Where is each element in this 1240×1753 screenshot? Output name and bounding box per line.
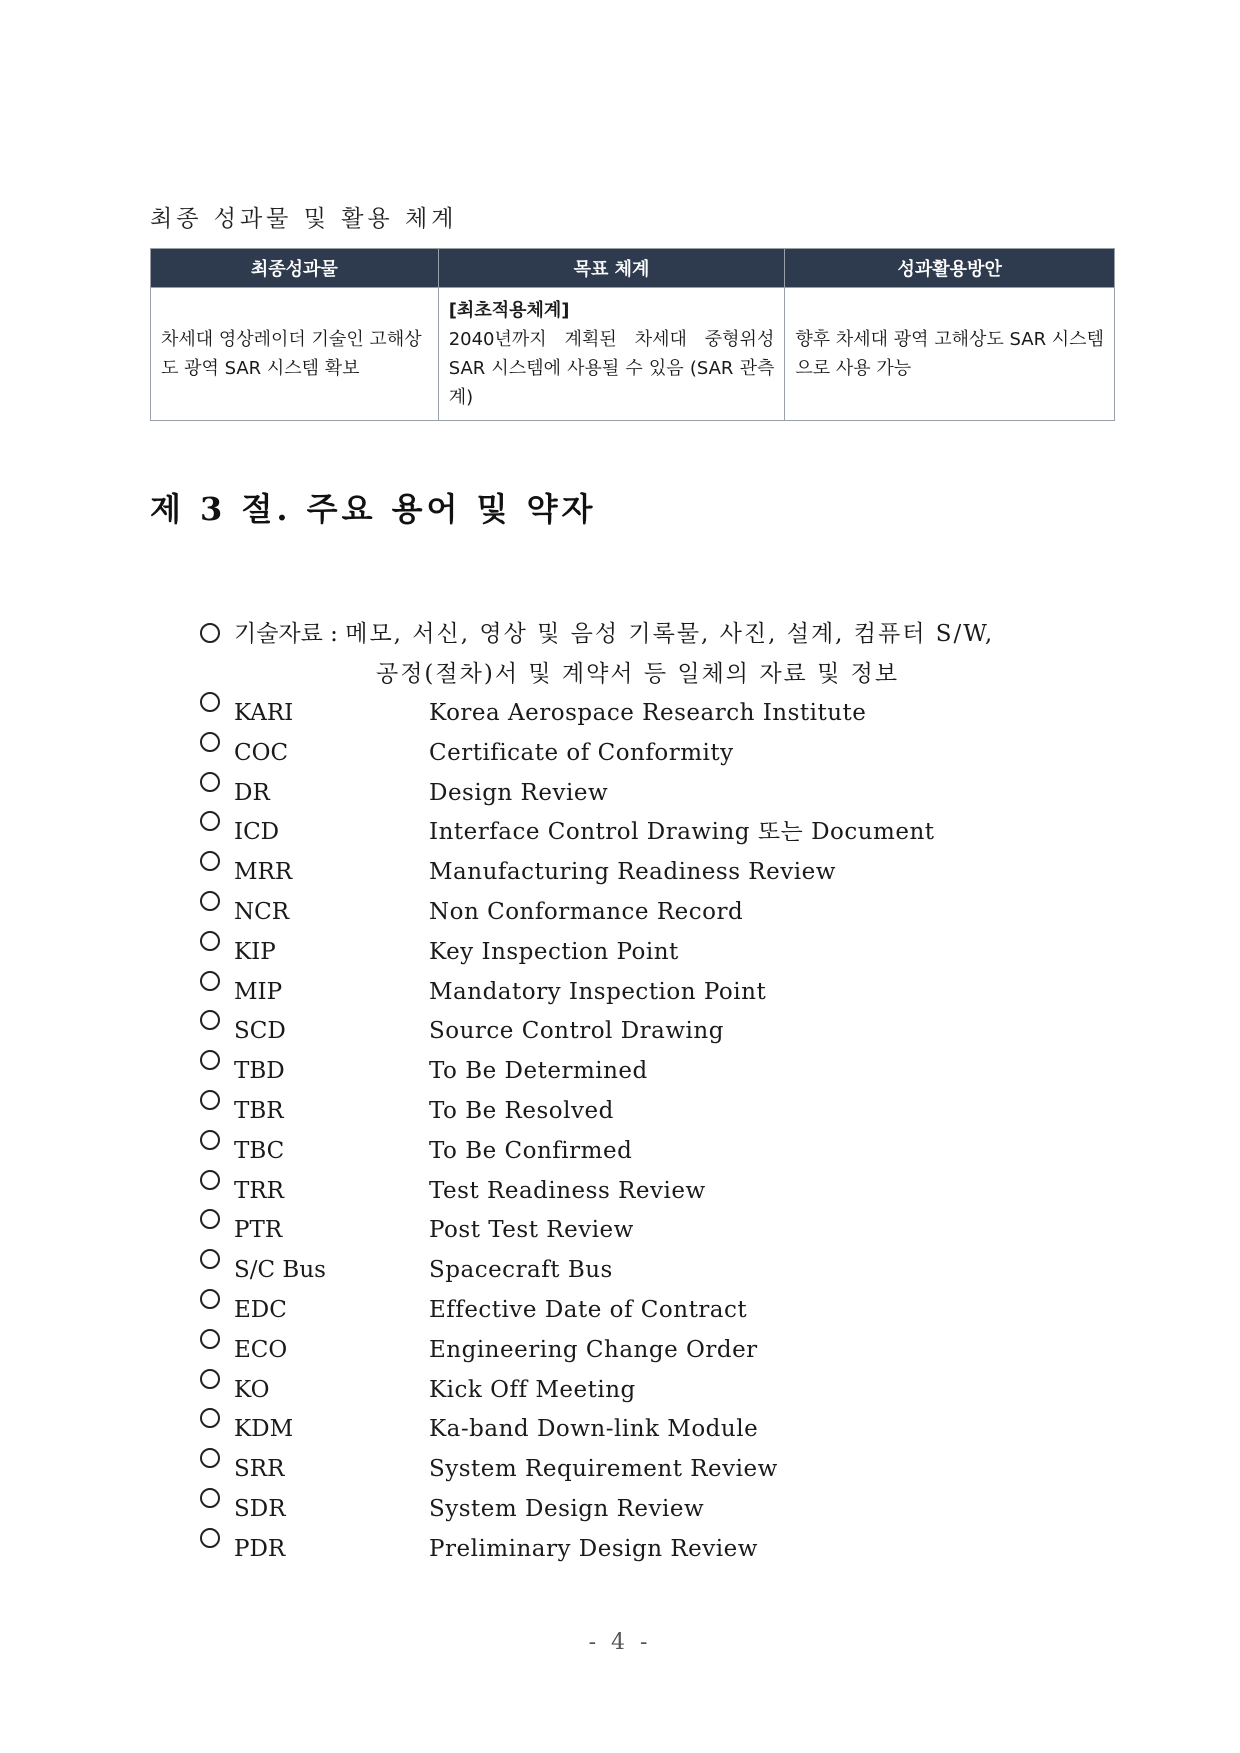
list-item <box>200 614 1100 654</box>
list-item <box>200 1450 1100 1490</box>
results-table <box>150 248 1115 421</box>
circle-bullet-icon <box>200 623 220 643</box>
header-usage-plan: 성과활용방안 <box>785 249 1115 288</box>
circle-bullet-icon <box>200 1249 220 1269</box>
circle-bullet-icon <box>200 1488 220 1508</box>
list-item <box>200 973 1100 1013</box>
page-number: - 4 - <box>588 1630 652 1655</box>
glossary-definition: Certificate of Conformity <box>429 739 734 766</box>
glossary-term: EDC <box>234 1296 287 1323</box>
glossary-term: TBD <box>234 1058 285 1085</box>
glossary-definition: Manufacturing Readiness Review <box>429 859 836 886</box>
glossary-term: KARI <box>234 700 294 726</box>
circle-bullet-icon <box>200 1010 220 1030</box>
circle-bullet-icon <box>200 1209 220 1229</box>
circle-bullet-icon <box>200 1369 220 1389</box>
table-row <box>151 288 1115 421</box>
glossary-definition: Test Readiness Review <box>429 1177 706 1204</box>
glossary-term: KDM <box>234 1416 294 1443</box>
cell-target-body: 2040년까지 계획된 차세대 중형위성 SAR 시스템에 사용될 수 있음 (SAR 관측계) <box>448 329 775 408</box>
glossary-term: ECO <box>234 1336 288 1363</box>
glossary-term: MIP <box>234 978 283 1005</box>
cell-outcome: 차세대 영상레이더 기술인 고해상도 광역 SAR 시스템 확보 <box>151 288 439 421</box>
glossary-definition: Spacecraft Bus <box>429 1257 613 1284</box>
cell-target-system <box>438 288 785 421</box>
glossary-definition: 메모, 서신, 영상 및 음성 기록물, 사진, 설계, 컴퓨터 S/W, <box>345 621 995 647</box>
glossary-term: 기술자료 : <box>234 621 338 647</box>
glossary-definition: Key Inspection Point <box>429 938 679 965</box>
header-outcome: 최종성과물 <box>151 249 439 288</box>
circle-bullet-icon <box>200 1289 220 1309</box>
glossary-term: ICD <box>234 819 280 846</box>
list-item <box>200 1410 1100 1450</box>
list-item <box>200 1530 1100 1570</box>
glossary-definition: To Be Resolved <box>429 1097 614 1124</box>
glossary-definition: Post Test Review <box>429 1217 634 1244</box>
glossary-definition: Ka-band Down-link Module <box>429 1416 759 1443</box>
glossary-term: KIP <box>234 938 276 965</box>
list-item <box>200 734 1100 774</box>
glossary-definition-continued: 공정(절차)서 및 계약서 등 일체의 자료 및 정보 <box>376 661 900 687</box>
circle-bullet-icon <box>200 1329 220 1349</box>
circle-bullet-icon <box>200 692 220 712</box>
circle-bullet-icon <box>200 1130 220 1150</box>
glossary-term: PTR <box>234 1217 283 1244</box>
list-item <box>200 694 1100 734</box>
list-item <box>200 853 1100 893</box>
glossary-definition: Preliminary Design Review <box>429 1535 758 1562</box>
glossary-term: TBC <box>234 1137 285 1164</box>
glossary-definition: Mandatory Inspection Point <box>429 978 767 1005</box>
circle-bullet-icon <box>200 732 220 752</box>
glossary-definition: Source Control Drawing <box>429 1018 724 1045</box>
list-item <box>200 1211 1100 1251</box>
list-item <box>200 1092 1100 1132</box>
circle-bullet-icon <box>200 1090 220 1110</box>
glossary-term: PDR <box>234 1535 286 1562</box>
cell-target-head: [최초적용체계] <box>448 300 570 321</box>
circle-bullet-icon <box>200 811 220 831</box>
glossary-term: KO <box>234 1376 270 1403</box>
list-item <box>200 933 1100 973</box>
glossary-term: MRR <box>234 859 293 886</box>
table-caption: 최종 성과물 및 활용 체계 <box>150 206 458 232</box>
glossary-term: TRR <box>234 1177 284 1204</box>
list-item <box>200 893 1100 933</box>
glossary-definition: Effective Date of Contract <box>429 1296 748 1323</box>
list-item <box>200 1291 1100 1331</box>
circle-bullet-icon <box>200 1050 220 1070</box>
list-item <box>200 1012 1100 1052</box>
section-title: 제 3 절. 주요 용어 및 약자 <box>150 490 597 528</box>
glossary-term: COC <box>234 739 289 766</box>
glossary-term: SCD <box>234 1018 286 1045</box>
glossary-term: S/C Bus <box>234 1257 326 1284</box>
circle-bullet-icon <box>200 851 220 871</box>
circle-bullet-icon <box>200 891 220 911</box>
circle-bullet-icon <box>200 1528 220 1548</box>
list-item <box>200 813 1100 853</box>
circle-bullet-icon <box>200 1408 220 1428</box>
list-item <box>200 774 1100 814</box>
list-item <box>200 1132 1100 1172</box>
cell-usage-plan: 향후 차세대 광역 고해상도 SAR 시스템으로 사용 가능 <box>785 288 1115 421</box>
circle-bullet-icon <box>200 772 220 792</box>
glossary-term: NCR <box>234 898 290 925</box>
list-item <box>200 1331 1100 1371</box>
glossary-definition: To Be Confirmed <box>429 1137 633 1164</box>
circle-bullet-icon <box>200 1170 220 1190</box>
list-item <box>200 1490 1100 1530</box>
glossary-definition: System Requirement Review <box>429 1456 778 1483</box>
glossary-definition: Interface Control Drawing 또는 Document <box>429 819 935 846</box>
results-table-header-row <box>151 249 1115 288</box>
list-item <box>200 1371 1100 1411</box>
glossary-list <box>200 614 1100 1570</box>
circle-bullet-icon <box>200 931 220 951</box>
glossary-definition: System Design Review <box>429 1495 705 1522</box>
circle-bullet-icon <box>200 971 220 991</box>
glossary-definition: Korea Aerospace Research Institute <box>429 700 867 726</box>
header-target-system: 목표 체계 <box>438 249 785 288</box>
glossary-definition: Design Review <box>429 779 609 806</box>
circle-bullet-icon <box>200 1448 220 1468</box>
glossary-term: DR <box>234 779 270 806</box>
list-item <box>200 1251 1100 1291</box>
glossary-definition: To Be Determined <box>429 1058 648 1085</box>
glossary-term: TBR <box>234 1097 284 1124</box>
glossary-definition: Non Conformance Record <box>429 898 744 925</box>
list-item <box>200 1172 1100 1212</box>
glossary-definition: Engineering Change Order <box>429 1336 758 1363</box>
glossary-definition: Kick Off Meeting <box>429 1376 636 1403</box>
list-item <box>200 1052 1100 1092</box>
glossary-term: SDR <box>234 1495 286 1522</box>
glossary-term: SRR <box>234 1456 285 1483</box>
